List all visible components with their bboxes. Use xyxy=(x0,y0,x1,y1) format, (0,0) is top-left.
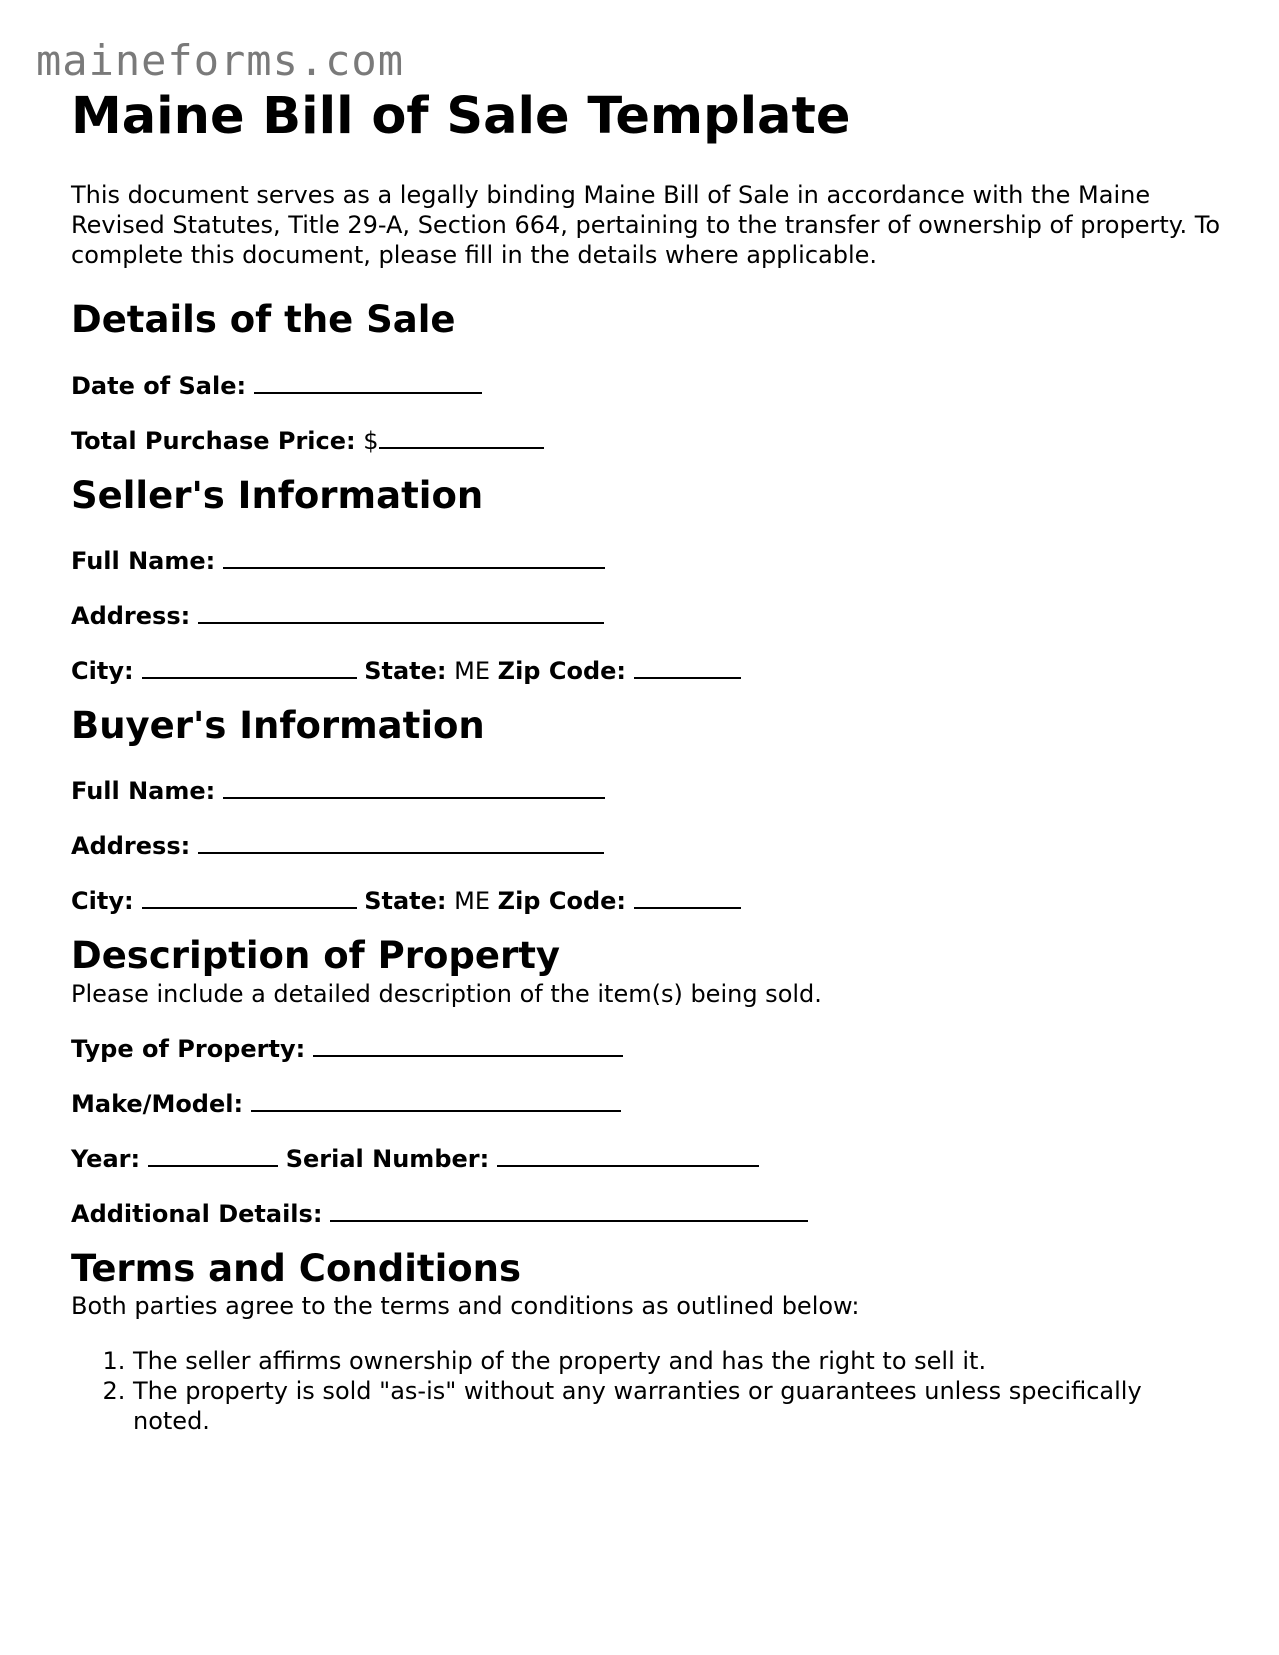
seller-zip-label: Zip Code: xyxy=(497,656,626,685)
terms-list xyxy=(71,1346,1221,1436)
document-title: Maine Bill of Sale Template xyxy=(71,87,851,146)
currency-symbol: $ xyxy=(363,426,379,455)
buyer-city-label: City: xyxy=(71,887,134,916)
document-page xyxy=(71,86,1221,1436)
buyer-zip-blank[interactable] xyxy=(634,887,741,909)
site-watermark: maineforms.com xyxy=(36,36,405,85)
property-heading: Description of Property xyxy=(71,934,561,978)
year-serial-field xyxy=(71,1144,1221,1174)
buyer-city-blank[interactable] xyxy=(142,887,357,909)
buyer-zip-label: Zip Code: xyxy=(497,887,626,916)
seller-name-blank[interactable] xyxy=(223,547,605,569)
year-label: Year: xyxy=(71,1144,141,1173)
serial-number-label: Serial Number: xyxy=(285,1144,490,1173)
seller-name-field xyxy=(71,546,1221,576)
additional-details-blank[interactable] xyxy=(330,1200,808,1222)
buyer-address-label: Address: xyxy=(71,832,191,861)
purchase-price-label: Total Purchase Price: xyxy=(71,426,356,455)
seller-zip-blank[interactable] xyxy=(634,657,741,679)
buyer-city-field xyxy=(71,886,1221,916)
seller-state-value: ME xyxy=(454,656,491,685)
date-of-sale-field xyxy=(71,371,1221,401)
terms-intro: Both parties agree to the terms and conditions as outlined below: xyxy=(71,1292,860,1321)
serial-number-blank[interactable] xyxy=(497,1145,759,1167)
seller-city-blank[interactable] xyxy=(142,657,357,679)
make-model-field xyxy=(71,1089,1221,1119)
seller-address-field xyxy=(71,601,1221,631)
terms-heading: Terms and Conditions xyxy=(71,1246,522,1290)
intro-paragraph: This document serves as a legally binding Maine Bill of Sale in accordance with the Maine Revised Statutes, Title 29-A, Section 664, pertaining to the transfer of ownership of property. To complete this document, please fill in the details where applicable. xyxy=(71,181,1221,270)
seller-name-label: Full Name: xyxy=(71,546,216,575)
buyer-name-field xyxy=(71,776,1221,806)
date-of-sale-label: Date of Sale: xyxy=(71,371,247,400)
seller-city-field xyxy=(71,656,1221,686)
make-model-label: Make/Model: xyxy=(71,1089,244,1118)
property-type-label: Type of Property: xyxy=(71,1034,306,1063)
buyer-name-label: Full Name: xyxy=(71,777,216,806)
buyer-heading: Buyer's Information xyxy=(71,703,485,747)
seller-address-label: Address: xyxy=(71,601,191,630)
seller-address-blank[interactable] xyxy=(198,602,604,624)
property-type-field xyxy=(71,1034,1221,1064)
buyer-name-blank[interactable] xyxy=(223,777,605,799)
terms-item: 1. The seller affirms ownership of the property and has the right to sell it. xyxy=(133,1346,1221,1376)
year-blank[interactable] xyxy=(148,1145,278,1167)
make-model-blank[interactable] xyxy=(251,1090,621,1112)
buyer-state-label: State: xyxy=(364,887,447,916)
sale-heading: Details of the Sale xyxy=(71,298,456,342)
seller-state-label: State: xyxy=(364,656,447,685)
terms-item: 2. The property is sold "as-is" without any warranties or guarantees unless specifically noted. xyxy=(133,1376,1221,1436)
date-of-sale-blank[interactable] xyxy=(254,372,482,394)
purchase-price-field xyxy=(71,426,1221,456)
buyer-state-value: ME xyxy=(454,887,491,916)
property-instruction: Please include a detailed description of the item(s) being sold. xyxy=(71,979,822,1008)
seller-city-label: City: xyxy=(71,656,134,685)
buyer-address-blank[interactable] xyxy=(198,832,604,854)
buyer-address-field xyxy=(71,831,1221,861)
seller-heading: Seller's Information xyxy=(71,473,484,517)
additional-details-field xyxy=(71,1199,1221,1229)
additional-details-label: Additional Details: xyxy=(71,1199,323,1228)
purchase-price-blank[interactable] xyxy=(379,427,544,449)
property-type-blank[interactable] xyxy=(313,1035,623,1057)
